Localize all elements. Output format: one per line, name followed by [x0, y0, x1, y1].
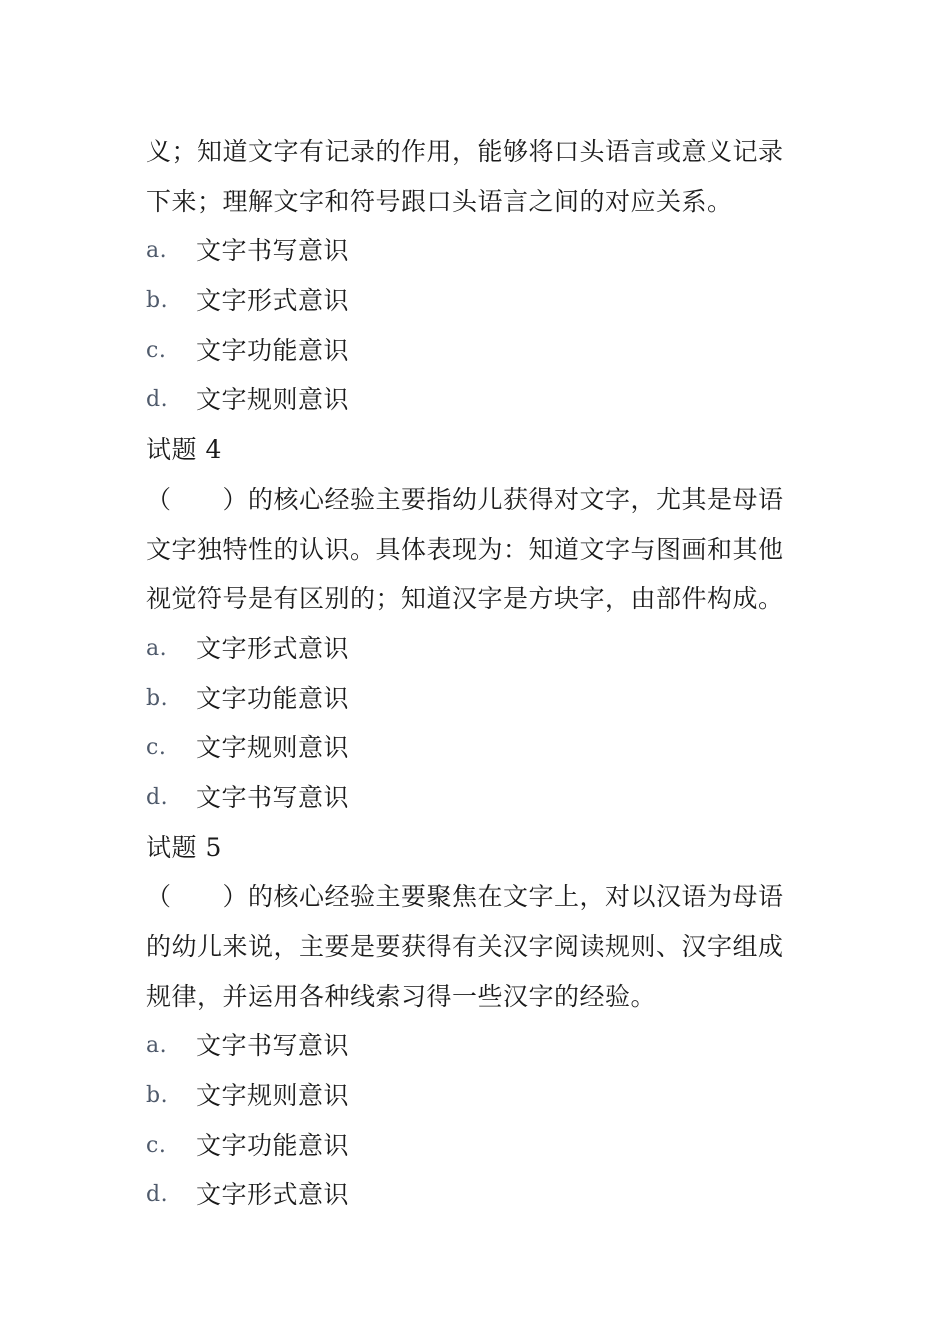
- option-text: 文字书写意识: [196, 1031, 350, 1061]
- question-stem-line: 文字独特性的认识。具体表现为：知道文字与图画和其他: [146, 534, 784, 564]
- question-3: [146, 127, 806, 425]
- question-5: [146, 823, 806, 1221]
- option-letter: c.: [146, 337, 167, 363]
- question-title: 试题 4: [146, 435, 222, 465]
- answer-option-d[interactable]: [146, 773, 806, 823]
- answer-option-b[interactable]: [146, 674, 806, 724]
- answer-option-c[interactable]: [146, 1121, 806, 1171]
- question-title: 试题 5: [146, 832, 222, 862]
- document-page: [146, 127, 806, 1220]
- option-letter: d.: [146, 1182, 169, 1208]
- answer-option-c[interactable]: [146, 723, 806, 773]
- answer-option-c[interactable]: [146, 326, 806, 376]
- option-letter: a.: [146, 1033, 168, 1059]
- option-letter: c.: [146, 735, 167, 761]
- option-text: 文字功能意识: [196, 1130, 350, 1160]
- option-letter: b.: [146, 685, 169, 711]
- question-stem-line: 义；知道文字有记录的作用，能够将口头语言或意义记录: [146, 137, 784, 166]
- option-letter: a.: [146, 238, 168, 264]
- answer-option-b[interactable]: [146, 276, 806, 326]
- question-stem-line: 视觉符号是有区别的；知道汉字是方块字，由部件构成。: [146, 584, 784, 614]
- answer-option-d[interactable]: [146, 1170, 806, 1220]
- option-text: 文字规则意识: [196, 385, 350, 415]
- option-text: 文字形式意识: [196, 1180, 350, 1210]
- option-letter: d.: [146, 784, 169, 810]
- option-letter: b.: [146, 288, 169, 314]
- option-letter: b.: [146, 1083, 169, 1109]
- option-text: 文字功能意识: [196, 683, 350, 713]
- answer-option-a[interactable]: [146, 1021, 806, 1071]
- option-text: 文字规则意识: [196, 733, 350, 763]
- option-text: 文字书写意识: [196, 236, 350, 266]
- option-text: 文字书写意识: [196, 782, 350, 812]
- option-letter: d.: [146, 387, 169, 413]
- question-4: [146, 425, 806, 823]
- answer-option-a[interactable]: [146, 226, 806, 276]
- option-text: 文字形式意识: [196, 286, 350, 316]
- question-stem-line: 规律，并运用各种线索习得一些汉字的经验。: [146, 981, 657, 1011]
- question-stem-line: （ ）的核心经验主要聚焦在文字上，对以汉语为母语: [146, 882, 784, 912]
- question-stem-line: 下来；理解文字和符号跟口头语言之间的对应关系。: [146, 186, 733, 216]
- option-letter: c.: [146, 1132, 167, 1158]
- question-stem-line: （ ）的核心经验主要指幼儿获得对文字，尤其是母语: [146, 484, 784, 514]
- answer-option-b[interactable]: [146, 1071, 806, 1121]
- option-text: 文字规则意识: [196, 1081, 350, 1111]
- answer-option-a[interactable]: [146, 624, 806, 674]
- option-text: 文字形式意识: [196, 633, 350, 663]
- answer-option-d[interactable]: [146, 375, 806, 425]
- option-text: 文字功能意识: [196, 335, 350, 365]
- question-stem-line: 的幼儿来说，主要是要获得有关汉字阅读规则、汉字组成: [146, 932, 784, 961]
- option-letter: a.: [146, 635, 168, 661]
